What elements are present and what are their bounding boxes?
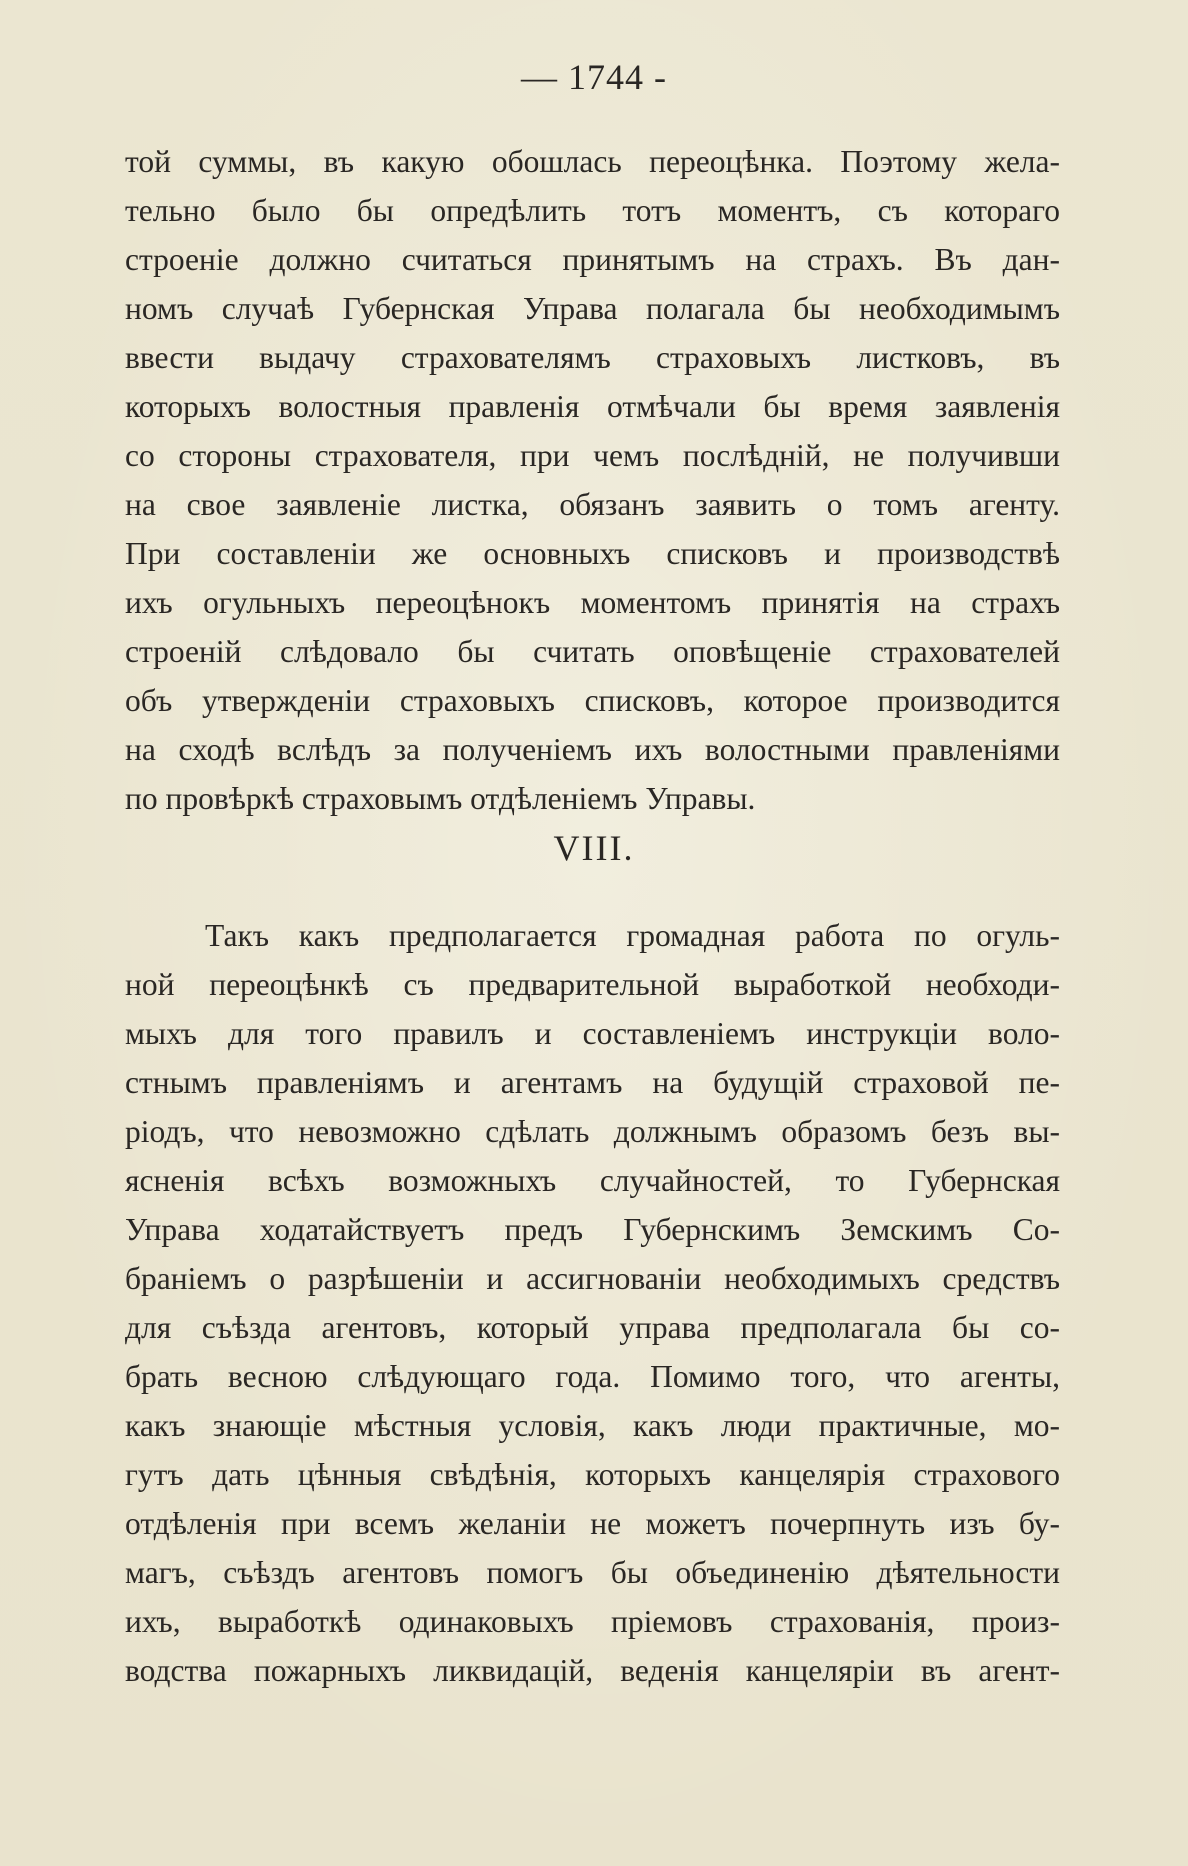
- text-line: магъ, съѣздъ агентовъ помогъ бы объединенію дѣятельности: [125, 1555, 1060, 1590]
- text-line: на сходѣ вслѣдъ за полученіемъ ихъ волостными правленіями: [125, 732, 1060, 767]
- text-line: Управа ходатайствуетъ предъ Губернскимъ Земскимъ Со-: [125, 1212, 1060, 1247]
- text-line: строеніе должно считаться принятымъ на страхъ. Въ дан-: [125, 242, 1060, 277]
- text-line: тельно было бы опредѣлить тотъ моментъ, съ котораго: [125, 193, 1060, 228]
- text-line: на свое заявленіе листка, обязанъ заявить о томъ агенту.: [125, 487, 1060, 522]
- text-line: строеній слѣдовало бы считать оповѣщеніе страхователей: [125, 634, 1060, 669]
- text-line: мыхъ для того правилъ и составленіемъ инструкціи воло-: [125, 1016, 1060, 1051]
- text-line: отдѣленія при всемъ желаніи не можетъ почерпнуть изъ бу-: [125, 1506, 1060, 1541]
- text-line: которыхъ волостныя правленія отмѣчали бы время заявленія: [125, 389, 1060, 424]
- text-line: При составленіи же основныхъ списковъ и производствѣ: [125, 536, 1060, 571]
- text-line: ясненія всѣхъ возможныхъ случайностей, то Губернская: [125, 1163, 1060, 1198]
- page-number: — 1744 -: [521, 57, 667, 97]
- text-line: Такъ какъ предполагается громадная работа по огуль-: [205, 918, 1060, 953]
- text-line: ихъ, выработкѣ одинаковыхъ пріемовъ страхованія, произ-: [125, 1604, 1060, 1639]
- text-line: со стороны страхователя, при чемъ послѣдній, не получивши: [125, 438, 1060, 473]
- text-line: стнымъ правленіямъ и агентамъ на будущій страховой пе-: [125, 1065, 1060, 1100]
- text-line: для съѣзда агентовъ, который управа предполагала бы со-: [125, 1310, 1060, 1345]
- text-line: ихъ огульныхъ переоцѣнокъ моментомъ принятія на страхъ: [125, 585, 1060, 620]
- text-line: брать весною слѣдующаго года. Помимо того, что агенты,: [125, 1359, 1060, 1394]
- text-line: браніемъ о разрѣшеніи и ассигнованіи необходимыхъ средствъ: [125, 1261, 1060, 1296]
- text-line: ріодъ, что невозможно сдѣлать должнымъ образомъ безъ вы-: [125, 1114, 1060, 1149]
- text-line: той суммы, въ какую обошлась переоцѣнка. Поэтому жела-: [125, 144, 1060, 179]
- text-line: водства пожарныхъ ликвидацій, веденія канцеляріи въ агент-: [125, 1653, 1060, 1688]
- section-heading: VIII.: [553, 828, 635, 868]
- text-line: ной переоцѣнкѣ съ предварительной выработкой необходи-: [125, 967, 1060, 1002]
- text-line: гутъ дать цѣнныя свѣдѣнія, которыхъ канцелярія страхового: [125, 1457, 1060, 1492]
- text-line: по провѣркѣ страховымъ отдѣленіемъ Управы.: [125, 781, 756, 816]
- text-line: объ утвержденіи страховыхъ списковъ, которое производится: [125, 683, 1060, 718]
- text-line: номъ случаѣ Губернская Управа полагала бы необходимымъ: [125, 291, 1060, 326]
- text-line: ввести выдачу страхователямъ страховыхъ листковъ, въ: [125, 340, 1060, 375]
- text-line: какъ знающіе мѣстныя условія, какъ люди практичные, мо-: [125, 1408, 1060, 1443]
